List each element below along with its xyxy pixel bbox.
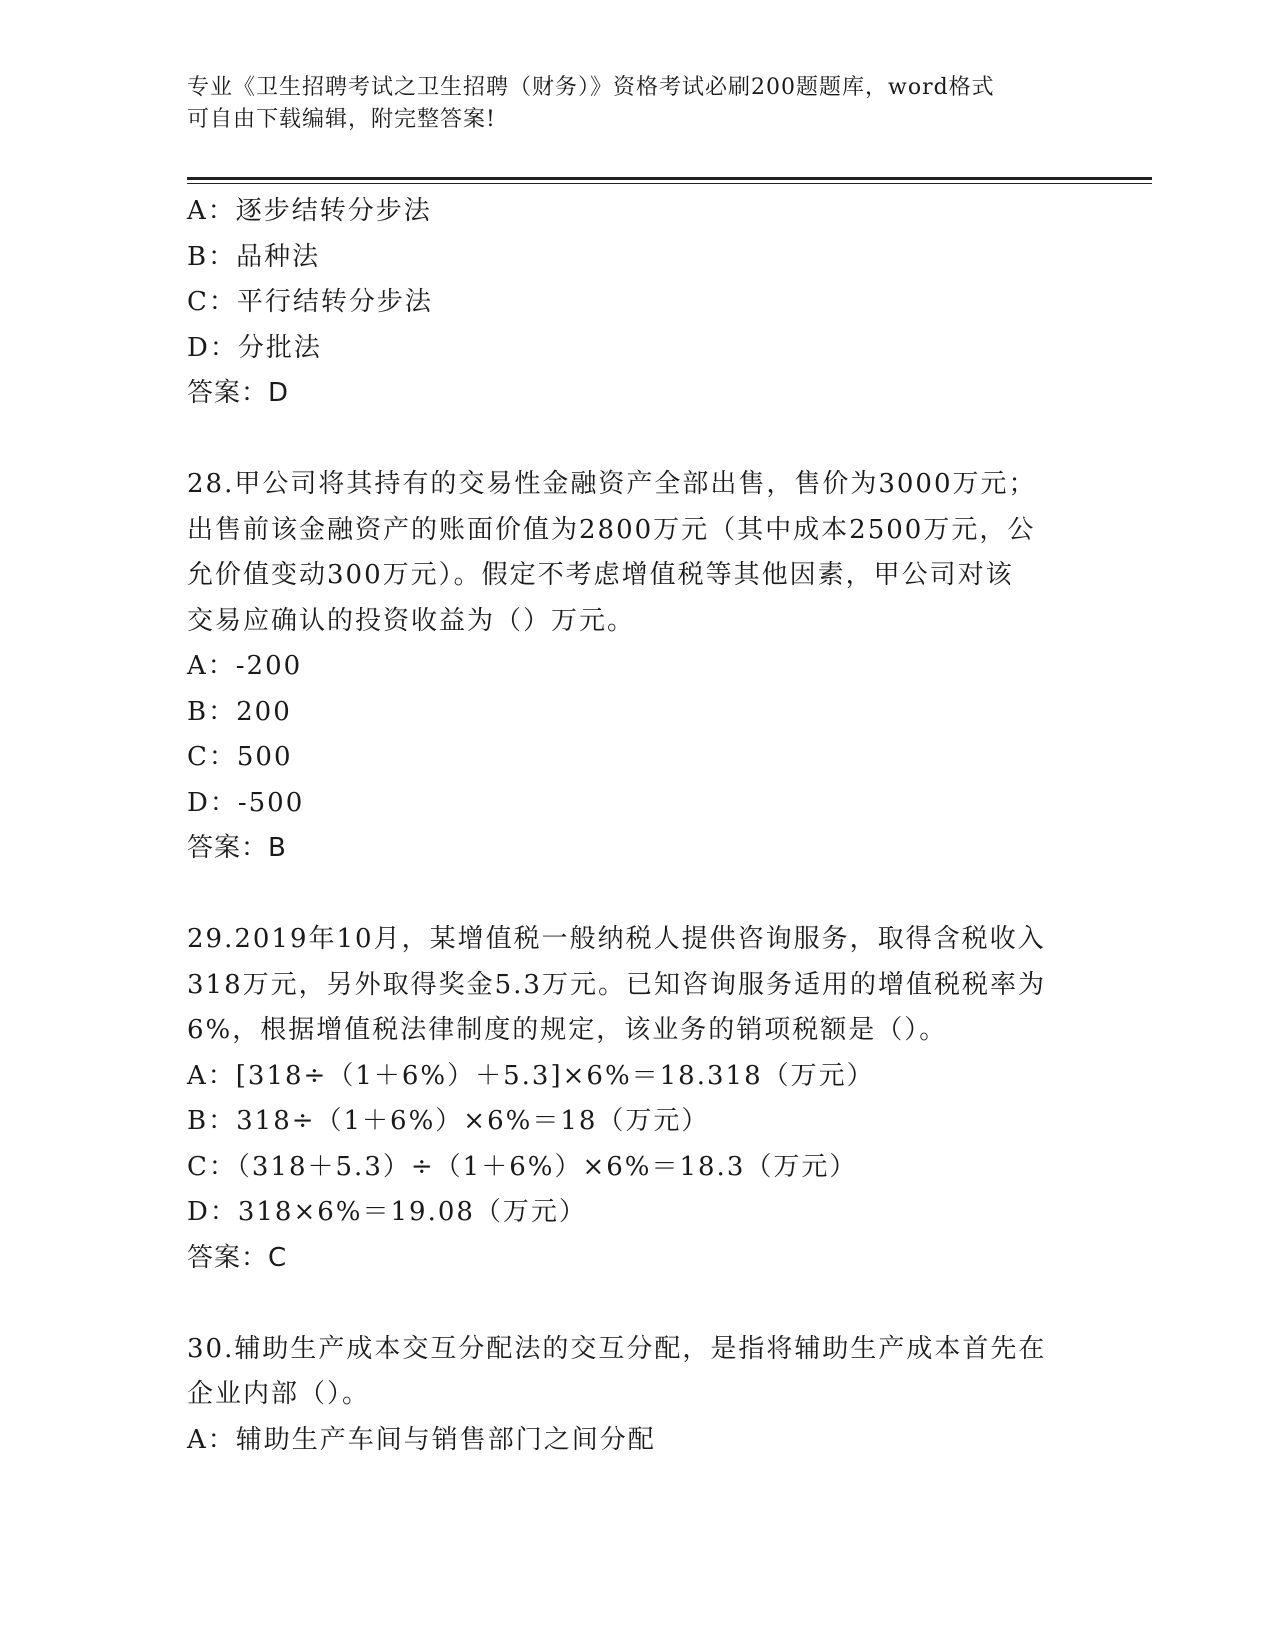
question-30 — [187, 1327, 1087, 1464]
question-text-line: 6%，根据增值税法律制度的规定，该业务的销项税额是（）。 — [187, 1015, 948, 1045]
option-a: A：[318÷（1＋6%）＋5.3]×6%＝18.318（万元） — [187, 1060, 875, 1091]
option-c: C：500 — [187, 742, 293, 772]
option-d: D：分批法 — [187, 332, 322, 363]
question-text-line: 29.2019年10月，某增值税一般纳税人提供咨询服务，取得含税收入 — [187, 924, 1046, 954]
spacer — [187, 417, 1087, 463]
question-text-line: 企业内部（）。 — [187, 1379, 371, 1409]
question-27 — [187, 189, 1087, 417]
option-a: A：-200 — [187, 651, 303, 681]
header-rule-thick — [187, 177, 1152, 180]
question-text-line: 30.辅助生产成本交互分配法的交互分配，是指将辅助生产成本首先在 — [187, 1333, 1047, 1364]
question-29 — [187, 917, 1087, 1281]
question-text-line: 318万元，另外取得奖金5.3万元。已知咨询服务适用的增值税税率为 — [187, 969, 1046, 1000]
option-c: C：（318＋5.3）÷（1＋6%）×6%＝18.3（万元） — [187, 1151, 858, 1182]
question-text-line: 交易应确认的投资收益为（）万元。 — [187, 605, 636, 636]
header-title-line-1: 专业《卫生招聘考试之卫生招聘（财务）》资格考试必刷200题题库，word格式 — [187, 75, 995, 100]
spacer — [187, 1281, 1087, 1327]
option-c: C：平行结转分步法 — [187, 287, 433, 317]
question-text-line: 出售前该金融资产的账面价值为2800万元（其中成本2500万元，公 — [187, 514, 1036, 545]
question-28 — [187, 462, 1087, 872]
header-title-line-2: 可自由下载编辑，附完整答案! — [187, 107, 496, 132]
question-list — [187, 189, 1087, 1463]
question-text-line: 28.甲公司将其持有的交易性金融资产全部出售，售价为3000万元； — [187, 469, 1037, 499]
question-text-line: 允价值变动300万元）。假定不考虑增值税等其他因素，甲公司对该 — [187, 560, 1014, 590]
option-b: B：品种法 — [187, 241, 321, 272]
answer: 答案：C — [187, 1242, 288, 1273]
option-b: B：200 — [187, 696, 292, 727]
document-header — [187, 72, 1087, 136]
option-d: D：318×6%＝19.08（万元） — [187, 1197, 587, 1227]
header-rule-thin — [187, 183, 1152, 184]
option-a: A：辅助生产车间与销售部门之间分配 — [187, 1424, 656, 1455]
option-b: B：318÷（1＋6%）×6%＝18（万元） — [187, 1106, 710, 1136]
option-d: D：-500 — [187, 787, 305, 818]
spacer — [187, 872, 1087, 918]
answer: 答案：B — [187, 833, 287, 863]
option-a: A：逐步结转分步法 — [187, 196, 432, 226]
answer: 答案：D — [187, 378, 290, 408]
